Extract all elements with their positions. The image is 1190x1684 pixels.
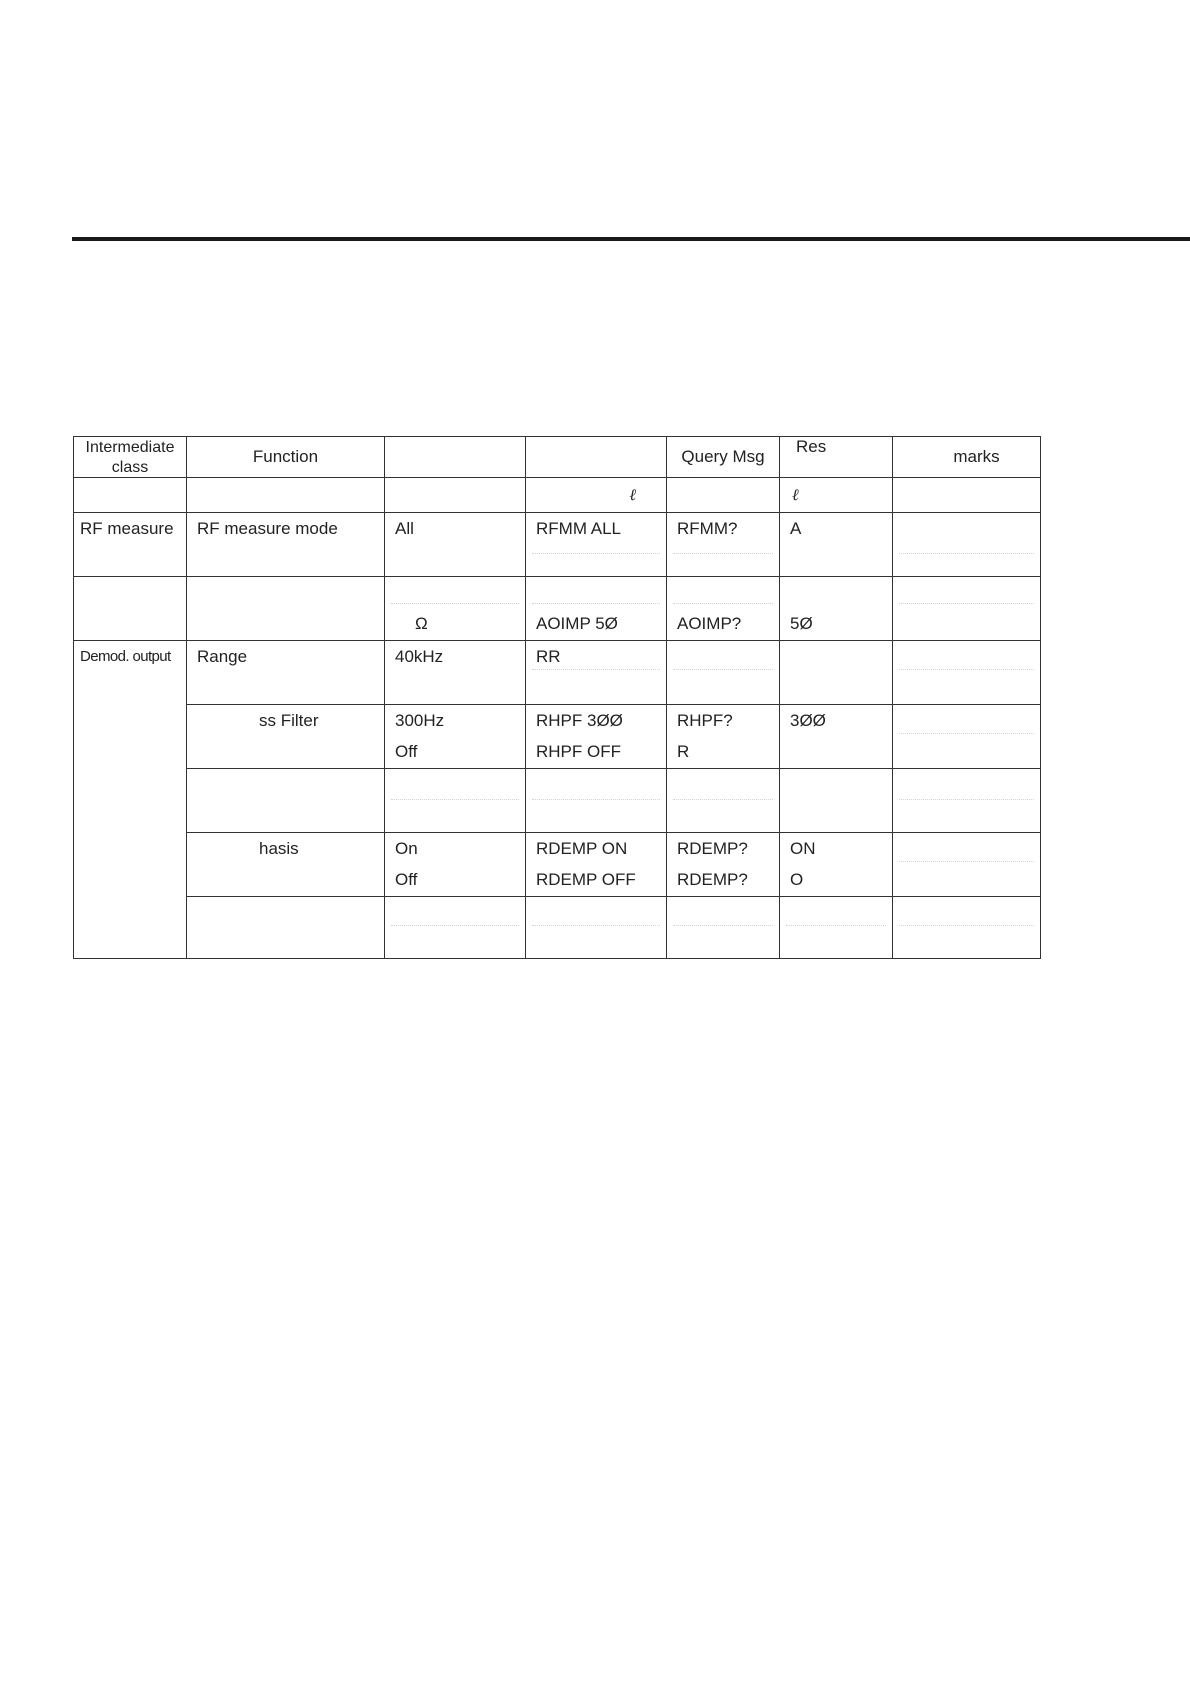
table-row: [74, 705, 1041, 769]
query-cell: AOIMP?: [677, 614, 742, 633]
program-cell: RHPF OFF: [536, 742, 621, 761]
header-row: [74, 437, 1041, 478]
query-cell: RDEMP?: [677, 839, 748, 858]
top-rule: [72, 237, 1190, 241]
response-cell: O: [790, 870, 804, 889]
response-cell: ON: [790, 839, 816, 858]
table-row: [74, 897, 1041, 959]
table-row: [74, 769, 1041, 833]
program-cell: RDEMP ON: [536, 839, 628, 858]
response-cell: 3ØØ: [790, 711, 826, 730]
function-cell: hasis: [259, 839, 299, 858]
function-cell: RF measure mode: [197, 519, 338, 538]
query-cell: RHPF?: [677, 711, 733, 730]
program-cell: RDEMP OFF: [536, 870, 636, 889]
class-cell: RF measure: [80, 519, 174, 538]
class-cell: Demod. output: [80, 648, 171, 665]
setting-cell: All: [395, 519, 414, 538]
function-cell: ss Filter: [259, 711, 319, 730]
table-row: [74, 833, 1041, 897]
setting-cell: 40kHz: [395, 647, 444, 666]
header-intermediate-class: Intermediate class: [74, 437, 187, 478]
header-query-msg: Query Msg: [667, 437, 780, 478]
program-cell: RR: [536, 647, 561, 666]
header-response: Res: [796, 437, 827, 456]
setting-cell: Ω: [415, 614, 428, 633]
unit-row: [74, 478, 1041, 513]
header-program-msg: [526, 437, 667, 478]
program-cell: RHPF 3ØØ: [536, 711, 623, 730]
table-row: [74, 577, 1041, 641]
response-cell: 5Ø: [790, 614, 813, 633]
setting-cell: 300Hz: [395, 711, 445, 730]
setting-cell: On: [395, 839, 418, 858]
table-row: [74, 513, 1041, 577]
setting-cell: Off: [395, 742, 418, 761]
program-cell: AOIMP 5Ø: [536, 614, 618, 633]
table-row: [74, 641, 1041, 705]
header-remarks: marks: [893, 437, 1041, 478]
program-unit-symbol: ℓ: [629, 485, 636, 504]
setting-cell: Off: [395, 870, 418, 889]
header-function: Function: [187, 437, 385, 478]
function-cell: Range: [197, 647, 248, 666]
query-cell: RDEMP?: [677, 870, 748, 889]
response-cell: A: [790, 519, 802, 538]
query-cell: RFMM?: [677, 519, 738, 538]
response-unit-symbol: ℓ: [792, 485, 799, 504]
program-cell: RFMM ALL: [536, 519, 622, 538]
header-setting: [385, 437, 526, 478]
query-cell: R: [677, 742, 690, 761]
command-table: [73, 436, 1041, 959]
